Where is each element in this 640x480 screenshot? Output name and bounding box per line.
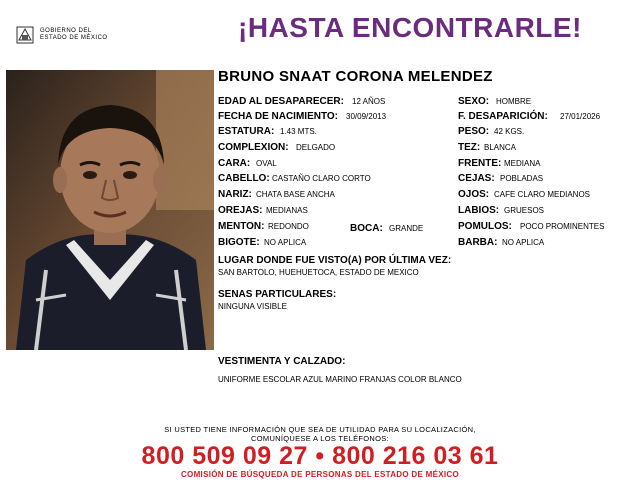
value-labios: GRUESOS	[504, 206, 545, 215]
value-lugar: SAN BARTOLO, HUEHUETOCA, ESTADO DE MEXICO	[218, 268, 419, 277]
value-complexion: DELGADO	[296, 143, 336, 152]
label-nariz: NARIZ:	[218, 189, 252, 200]
label-peso: PESO:	[458, 126, 490, 137]
label-pomulos: POMULOS:	[458, 221, 512, 232]
value-cara: OVAL	[256, 159, 277, 168]
value-bigote: NO APLICA	[264, 238, 307, 247]
label-cabello: CABELLO:	[218, 173, 270, 184]
commission-name: COMISIÓN DE BÚSQUEDA DE PERSONAS DEL ESTADO DE MÉXICO	[180, 470, 459, 479]
value-tez: BLANCA	[484, 143, 517, 152]
value-ojos: CAFE CLARO MEDIANOS	[494, 190, 591, 199]
label-orejas: OREJAS:	[218, 205, 263, 216]
label-menton: MENTON:	[218, 221, 265, 232]
value-nariz: CHATA BASE ANCHA	[256, 190, 335, 199]
banner-title: ¡HASTA ENCONTRARLE!	[238, 12, 582, 43]
contact-line-2: COMUNÍQUESE A LOS TELÉFONOS:	[251, 434, 389, 443]
contact-instructions	[0, 425, 640, 443]
value-menton: REDONDO	[268, 222, 309, 231]
label-nacimiento: FECHA DE NACIMIENTO:	[218, 111, 338, 122]
value-nacimiento: 30/09/2013	[346, 112, 387, 121]
value-barba: NO APLICA	[502, 238, 545, 247]
value-frente: MEDIANA	[504, 159, 541, 168]
value-sexo: HOMBRE	[496, 97, 532, 106]
contact-line-1: SI USTED TIENE INFORMACIÓN QUE SEA DE UTILIDAD PARA SU LOCALIZACIÓN,	[164, 425, 476, 434]
value-desaparicion: 27/01/2026	[560, 112, 601, 121]
value-vestimenta: UNIFORME ESCOLAR AZUL MARINO FRANJAS COLOR BLANCO	[218, 375, 462, 384]
label-vestimenta: VESTIMENTA Y CALZADO:	[218, 356, 346, 367]
person-photo-illustration	[6, 70, 214, 350]
value-pomulos: POCO PROMINENTES	[520, 222, 605, 231]
logo-line-1: GOBIERNO DEL	[40, 28, 92, 34]
person-name: BRUNO SNAAT CORONA MELENDEZ	[218, 68, 493, 85]
label-tez: TEZ:	[458, 142, 481, 153]
value-cejas: POBLADAS	[500, 174, 544, 183]
label-cara: CARA:	[218, 158, 251, 169]
logo-line-2: ESTADO DE MÉXICO	[40, 35, 108, 41]
label-barba: BARBA:	[458, 237, 498, 248]
value-edad: 12 AÑOS	[352, 97, 386, 106]
label-cejas: CEJAS:	[458, 173, 495, 184]
coat-of-arms-icon	[14, 24, 36, 46]
label-ojos: OJOS:	[458, 189, 490, 200]
value-peso: 42 KGS.	[494, 127, 525, 136]
label-edad: EDAD AL DESAPARECER:	[218, 96, 344, 107]
label-lugar: LUGAR DONDE FUE VISTO(A) POR ÚLTIMA VEZ:	[218, 255, 452, 266]
label-bigote: BIGOTE:	[218, 237, 260, 248]
missing-person-photo	[6, 70, 214, 350]
label-estatura: ESTATURA:	[218, 126, 275, 137]
label-complexion: COMPLEXION:	[218, 142, 289, 153]
phone-numbers: 800 509 09 27 • 800 216 03 61	[141, 442, 499, 470]
value-estatura: 1.43 MTS.	[280, 127, 317, 136]
label-desaparicion: F. DESAPARICIÓN:	[458, 111, 548, 122]
government-logo	[14, 24, 108, 46]
label-labios: LABIOS:	[458, 205, 500, 216]
value-boca: GRANDE	[389, 224, 424, 233]
value-senas: NINGUNA VISIBLE	[218, 302, 287, 311]
value-orejas: MEDIANAS	[266, 206, 308, 215]
value-cabello: CASTAÑO CLARO CORTO	[272, 174, 371, 183]
label-senas: SENAS PARTICULARES:	[218, 289, 337, 300]
label-frente: FRENTE:	[458, 158, 502, 169]
label-sexo: SEXO:	[458, 96, 490, 107]
label-boca: BOCA:	[350, 223, 383, 234]
